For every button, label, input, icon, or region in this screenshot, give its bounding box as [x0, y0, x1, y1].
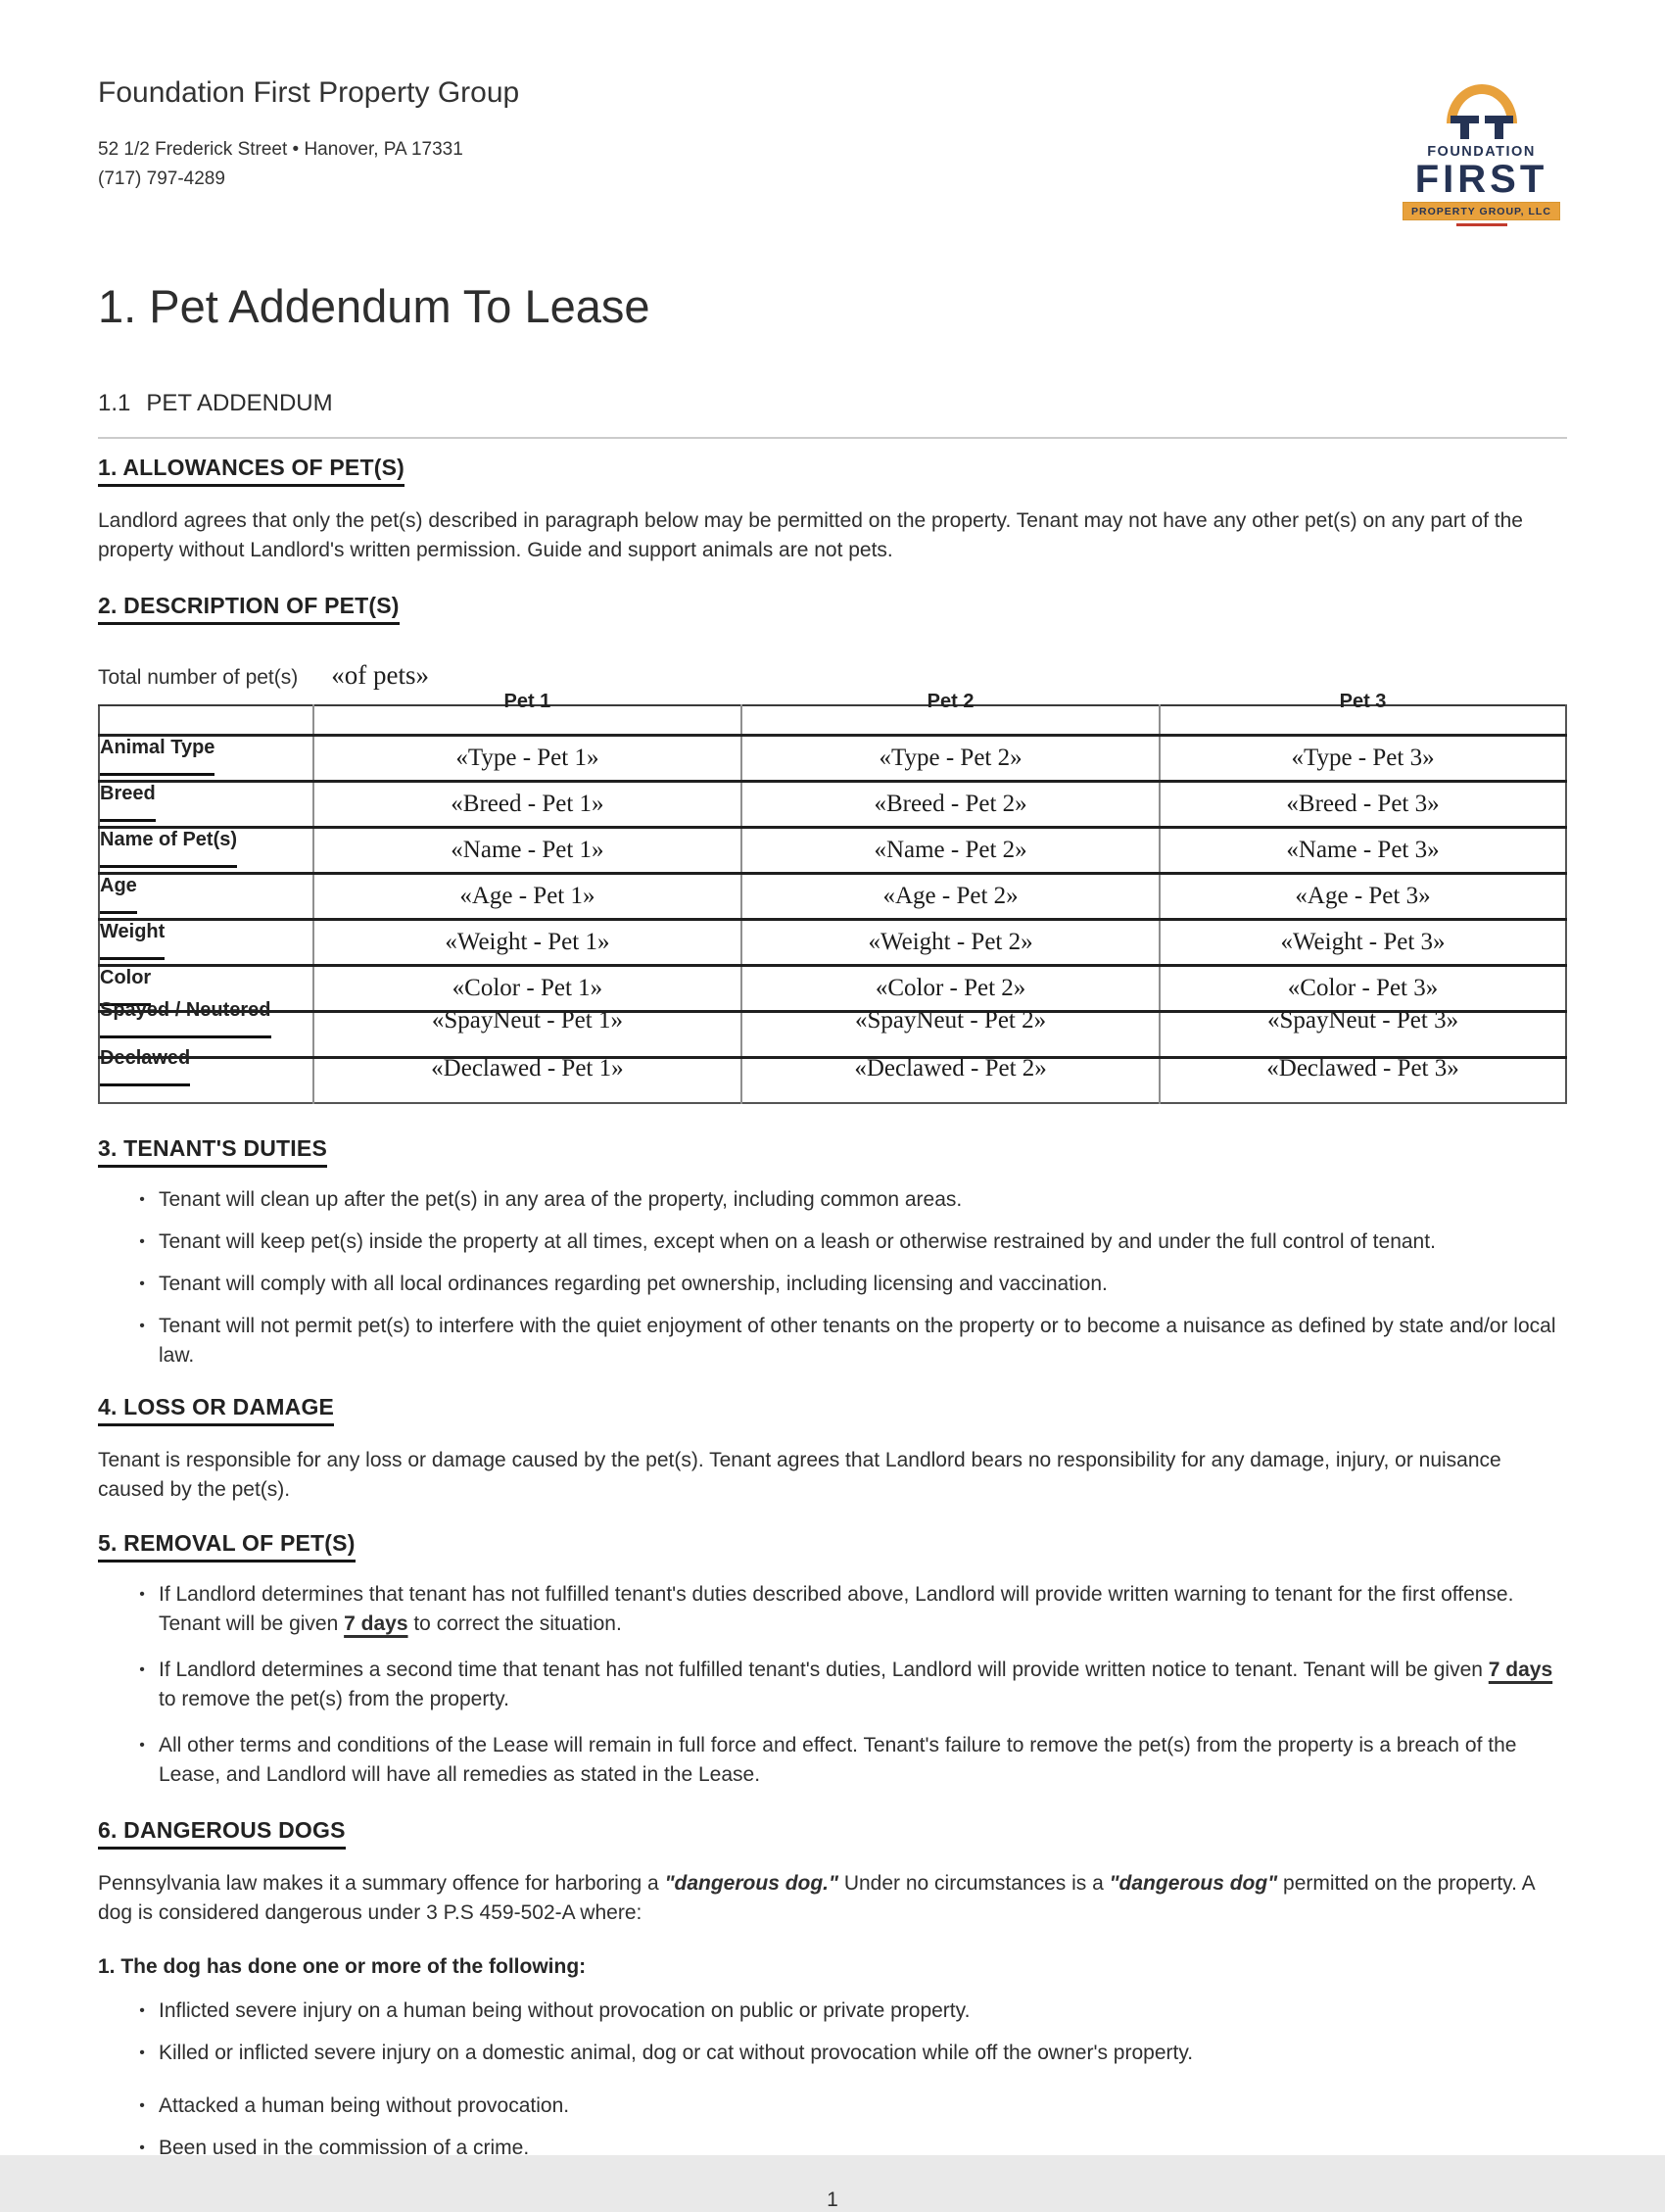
table-row-age: [99, 873, 1566, 919]
merge-field: «Weight - Pet 1»: [445, 928, 610, 955]
merge-field: «Breed - Pet 2»: [874, 790, 1027, 817]
subsection-number: 1.1: [98, 390, 131, 416]
pets-table-header-row: [99, 705, 1566, 735]
merge-field: «Weight - Pet 3»: [1280, 928, 1446, 955]
total-pets-line: [98, 660, 1567, 691]
merge-field: «SpayNeut - Pet 3»: [1266, 1006, 1459, 1034]
merge-field: «Age - Pet 1»: [459, 882, 595, 909]
page-title: 1. Pet Addendum To Lease: [98, 280, 650, 332]
company-address: [98, 135, 519, 195]
merge-field: «Name - Pet 2»: [874, 836, 1027, 863]
total-pets-merge-field: «of pets»: [331, 660, 429, 690]
section-allowances: [98, 455, 1567, 487]
row-label: Weight: [100, 921, 165, 960]
row-label: Color: [100, 967, 151, 1006]
table-row-breed: [99, 781, 1566, 827]
table-row-color: [99, 965, 1566, 1011]
list-item: • Tenant will clean up after the pet(s) in any area of the property, including common areas.: [98, 1185, 1567, 1215]
description-heading: 2. DESCRIPTION OF PET(S): [98, 593, 400, 625]
header-empty-cell: [99, 705, 313, 735]
merge-field: «SpayNeut - Pet 1»: [431, 1006, 623, 1034]
table-row-spayed-neutered: [99, 1011, 1566, 1057]
duties-bullets: [98, 1185, 1567, 1370]
document-header: [98, 76, 1567, 226]
bullet-icon: •: [139, 1737, 145, 1754]
row-label: Declawed: [100, 1047, 190, 1086]
total-pets-label: Total number of pet(s): [98, 666, 299, 689]
list-item: • Tenant will comply with all local ordinances regarding pet ownership, including licensing and vaccination.: [98, 1270, 1567, 1299]
merge-field: «Name - Pet 1»: [451, 836, 604, 863]
table-row-weight: [99, 919, 1566, 965]
logo-banner-text: PROPERTY GROUP, LLC: [1403, 202, 1560, 220]
list-item: • If Landlord determines a second time that tenant has not fulfilled tenant's duties, Landlord will provide written notice to tenant. Tenant will be given 7 days to remove the pet(s) from the property.: [98, 1656, 1567, 1714]
table-row-name: [99, 827, 1566, 873]
pets-table: [98, 691, 1567, 1104]
header-pet3: Pet 3: [1160, 705, 1566, 735]
bullet-icon: •: [139, 2044, 145, 2061]
table-row-animal-type: [99, 735, 1566, 781]
logo-pillars-icon: [1396, 116, 1567, 141]
header-pet2: Pet 2: [741, 705, 1160, 735]
emphasis-7-days: 7 days: [1488, 1659, 1553, 1681]
list-item: • Inflicted severe injury on a human being without provocation on public or private property.: [98, 1996, 1567, 2026]
merge-field: «Age - Pet 3»: [1295, 882, 1431, 909]
logo-red-mark: [1456, 223, 1507, 226]
removal-bullets: [98, 1580, 1567, 1790]
emphasis-7-days: 7 days: [344, 1612, 408, 1635]
page-number: 1: [827, 2188, 838, 2211]
merge-field: «Weight - Pet 2»: [868, 928, 1033, 955]
section-loss: [98, 1394, 1567, 1426]
subsection-title: PET ADDENDUM: [146, 390, 333, 416]
dangerous-bullets: [98, 1996, 1567, 2163]
table-row-declawed: [99, 1057, 1566, 1103]
address-line: 52 1/2 Frederick Street • Hanover, PA 17331: [98, 139, 463, 160]
merge-field: «Type - Pet 2»: [879, 744, 1023, 771]
merge-field: «Breed - Pet 3»: [1286, 790, 1440, 817]
merge-field: «Declawed - Pet 2»: [854, 1054, 1047, 1082]
company-name: Foundation First Property Group: [98, 76, 520, 109]
dangerous-paragraph: Pennsylvania law makes it a summary offence for harboring a "dangerous dog." Under no circumstances is a "dangerous dog" permitted on the property. A dog is considered dangerous under 3 P.S 459-502-A where:: [98, 1872, 1535, 1924]
list-item: • Tenant will not permit pet(s) to interfere with the quiet enjoyment of other tenants on the property or to become a nuisance as defined by state and/or local law.: [98, 1312, 1567, 1370]
bullet-icon: •: [139, 1586, 145, 1603]
section-duties: [98, 1135, 1567, 1168]
row-label: Age: [100, 875, 137, 914]
logo-pillar-right: [1495, 116, 1503, 139]
merge-field: «Type - Pet 1»: [455, 744, 599, 771]
logo-foundation-text: FOUNDATION: [1427, 144, 1536, 160]
header-pet1: Pet 1: [313, 705, 741, 735]
loss-paragraph: Tenant is responsible for any loss or damage caused by the pet(s). Tenant agrees that Landlord bears no responsibility for any damage, injury, or nuisance caused by the pet(s).: [98, 1449, 1501, 1501]
row-label: Spayed / Neutered: [100, 999, 271, 1038]
merge-field: «Color - Pet 2»: [875, 974, 1026, 1001]
logo-pillar-left: [1460, 116, 1469, 139]
removal-heading: 5. REMOVAL OF PET(S): [98, 1530, 356, 1563]
bullet-icon: •: [139, 1233, 145, 1250]
list-item: • Been used in the commission of a crime.: [98, 2134, 1567, 2163]
row-label: Animal Type: [100, 737, 214, 776]
merge-field: «Color - Pet 3»: [1287, 974, 1439, 1001]
row-label: Name of Pet(s): [100, 829, 237, 868]
company-logo: [1396, 84, 1567, 226]
divider-rule: [98, 437, 1567, 439]
phone-line: (717) 797-4289: [98, 168, 225, 190]
section-removal: [98, 1530, 1567, 1563]
bullet-icon: •: [139, 2140, 145, 2156]
bullet-icon: •: [139, 1318, 145, 1334]
row-label: Breed: [100, 783, 156, 822]
list-item: • All other terms and conditions of the Lease will remain in full force and effect. Tenant's failure to remove the pet(s) from the property is a breach of the Lease, and Landlord will have all remedies as stated in the Lease.: [98, 1731, 1567, 1790]
allowances-heading: 1. ALLOWANCES OF PET(S): [98, 455, 404, 487]
merge-field: «Breed - Pet 1»: [451, 790, 604, 817]
list-item: • Tenant will keep pet(s) inside the property at all times, except when on a leash or otherwise restrained by and under the full control of tenant.: [98, 1227, 1567, 1257]
list-item: • If Landlord determines that tenant has not fulfilled tenant's duties described above, Landlord will provide written warning to tenant for the first offense. Tenant will be given 7 days to correct the situation.: [98, 1580, 1567, 1639]
bullet-icon: •: [139, 2002, 145, 2019]
subsection-heading: [98, 390, 1567, 417]
section-description: [98, 593, 1567, 625]
duties-heading: 3. TENANT'S DUTIES: [98, 1135, 327, 1168]
merge-field: «Age - Pet 2»: [882, 882, 1019, 909]
dangerous-heading: 6. DANGEROUS DOGS: [98, 1817, 346, 1850]
merge-field: «Declawed - Pet 3»: [1266, 1054, 1459, 1082]
merge-field: «Declawed - Pet 1»: [431, 1054, 624, 1082]
allowances-paragraph: Landlord agrees that only the pet(s) described in paragraph below may be permitted on the property. Tenant may not have any other pet(s) on any part of the property without Landlord's written permission. Guide and support animals are not pets.: [98, 509, 1523, 561]
merge-field: «SpayNeut - Pet 2»: [855, 1006, 1047, 1034]
list-item: • Killed or inflicted severe injury on a domestic animal, dog or cat without provocation while off the owner's property.: [98, 2039, 1567, 2068]
logo-first-text: FIRST: [1414, 158, 1548, 201]
loss-heading: 4. LOSS OR DAMAGE: [98, 1394, 334, 1426]
dangerous-subheading: 1. The dog has done one or more of the following:: [98, 1955, 587, 1978]
merge-field: «Type - Pet 3»: [1291, 744, 1435, 771]
company-block: [98, 76, 519, 195]
merge-field: «Name - Pet 3»: [1286, 836, 1440, 863]
emphasis-dangerous-dog: "dangerous dog.": [664, 1872, 838, 1895]
emphasis-dangerous-dog: "dangerous dog": [1109, 1872, 1278, 1895]
list-item: • Attacked a human being without provocation.: [98, 2092, 1567, 2121]
bullet-icon: •: [139, 1191, 145, 1208]
bullet-icon: •: [139, 1661, 145, 1678]
bullet-icon: •: [139, 1275, 145, 1292]
bullet-icon: •: [139, 2097, 145, 2114]
merge-field: «Color - Pet 1»: [452, 974, 603, 1001]
section-dangerous: [98, 1817, 1567, 1850]
